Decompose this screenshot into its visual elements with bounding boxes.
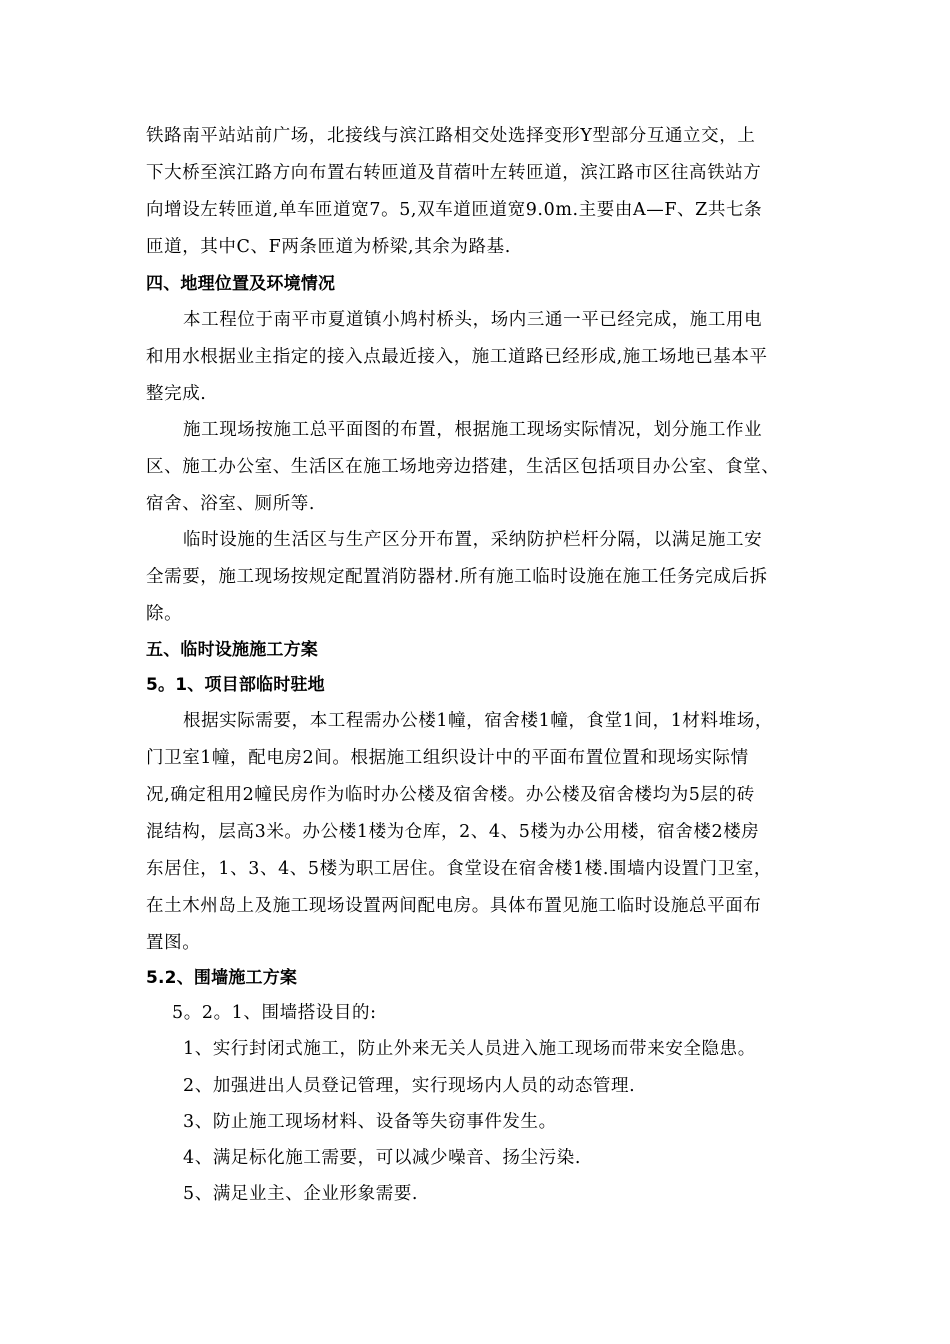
- paragraph-line: 置图。: [146, 933, 201, 953]
- subsection-heading: 5.2、围墙施工方案: [146, 968, 298, 988]
- paragraph-line: 临时设施的生活区与生产区分开布置，采纳防护栏杆分隔，以满足施工安: [183, 530, 763, 550]
- paragraph-line: 根据实际需要，本工程需办公楼1幢，宿舍楼1幢，食堂1间，1材料堆场，: [183, 711, 773, 731]
- paragraph-line: 宿舍、浴室、厕所等.: [146, 494, 316, 514]
- list-item: 2、加强进出人员登记管理，实行现场内人员的动态管理.: [183, 1076, 636, 1096]
- paragraph-line: 混结构，层高3米。办公楼1楼为仓库，2、4、5楼为办公用楼，宿舍楼2楼房: [146, 822, 760, 842]
- paragraph-line: 在土木州岛上及施工现场设置两间配电房。具体布置见施工临时设施总平面布: [146, 896, 762, 916]
- list-item: 3、防止施工现场材料、设备等失窃事件发生。: [183, 1112, 557, 1132]
- sub-subsection-heading: 5。2。1、围墙搭设目的:: [172, 1003, 377, 1023]
- paragraph-line: 除。: [146, 604, 183, 624]
- list-item: 1、实行封闭式施工，防止外来无关人员进入施工现场而带来安全隐患。: [183, 1039, 756, 1059]
- list-item: 5、满足业主、企业形象需要.: [183, 1184, 419, 1204]
- paragraph-line: 下大桥至滨江路方向布置右转匝道及苜蓿叶左转匝道，滨江路市区往高铁站方: [146, 163, 762, 183]
- paragraph-line: 向增设左转匝道,单车匝道宽7。5,双车道匝道宽9.0m.主要由A—F、Z共七条: [146, 200, 763, 220]
- paragraph-line: 本工程位于南平市夏道镇小鸠村桥头，场内三通一平已经完成，施工用电: [183, 310, 763, 330]
- list-item: 4、满足标化施工需要，可以减少噪音、扬尘污染.: [183, 1148, 581, 1168]
- paragraph-line: 整完成.: [146, 384, 207, 404]
- paragraph-line: 施工现场按施工总平面图的布置，根据施工现场实际情况，划分施工作业: [183, 420, 763, 440]
- paragraph-line: 铁路南平站站前广场，北接线与滨江路相交处选择变形Y型部分互通立交，上: [146, 126, 756, 146]
- paragraph-line: 门卫室1幢，配电房2间。根据施工组织设计中的平面布置位置和现场实际情: [146, 748, 749, 768]
- subsection-heading: 5。1、项目部临时驻地: [146, 675, 325, 695]
- paragraph-line: 况,确定租用2幢民房作为临时办公楼及宿舍楼。办公楼及宿舍楼均为5层的砖: [146, 785, 755, 805]
- section-heading: 四、地理位置及环境情况: [146, 274, 336, 294]
- section-heading: 五、临时设施施工方案: [146, 640, 318, 660]
- paragraph-line: 区、施工办公室、生活区在施工场地旁边搭建，生活区包括项目办公室、食堂、: [146, 457, 780, 477]
- paragraph-line: 和用水根据业主指定的接入点最近接入，施工道路已经形成,施工场地已基本平: [146, 347, 768, 367]
- paragraph-line: 匝道，其中C、F两条匝道为桥梁,其余为路基.: [146, 237, 511, 257]
- paragraph-line: 全需要，施工现场按规定配置消防器材.所有施工临时设施在施工任务完成后拆: [146, 567, 768, 587]
- paragraph-line: 东居住，1、3、4、5楼为职工居住。食堂设在宿舍楼1楼.围墙内设置门卫室，: [146, 859, 772, 879]
